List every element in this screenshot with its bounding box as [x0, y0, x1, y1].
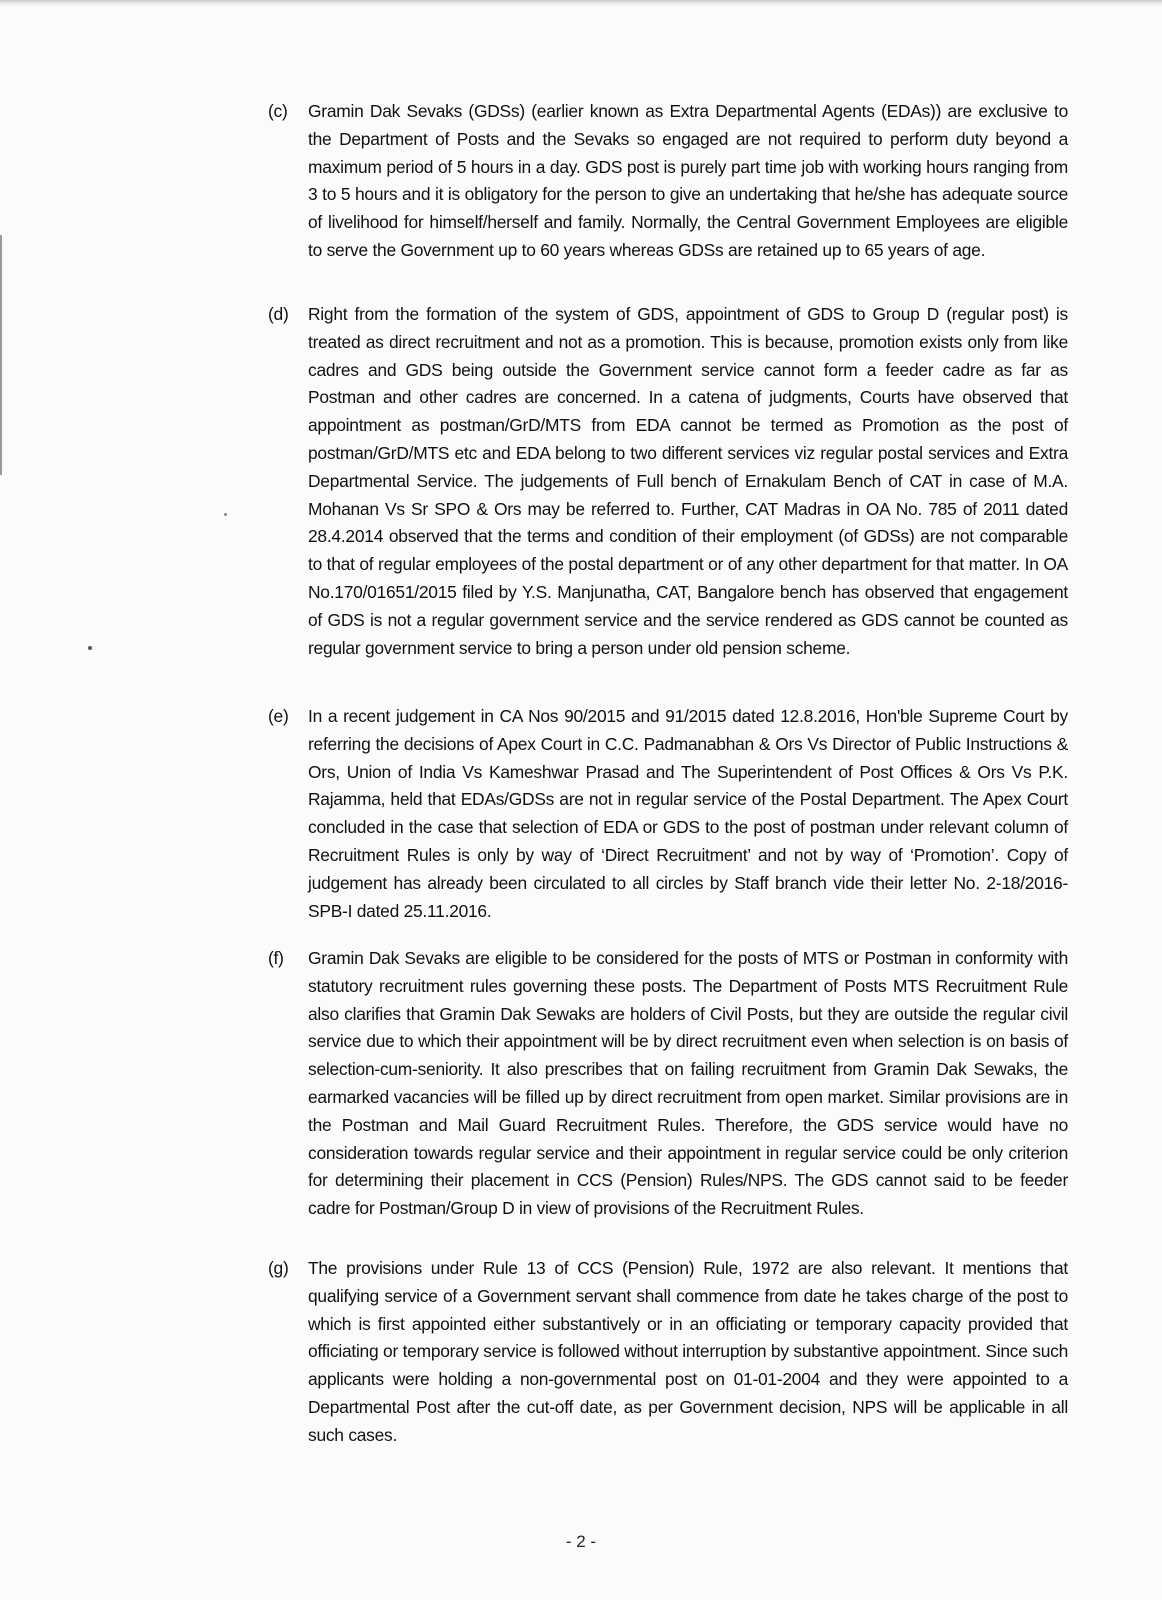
paragraph-label: (f)	[268, 948, 284, 968]
paragraph-c	[268, 98, 1068, 265]
page-number: - 2 -	[565, 1532, 597, 1551]
paragraph-d	[268, 301, 1068, 662]
paragraph-label: (e)	[268, 706, 289, 726]
paragraph-text: Gramin Dak Sevaks (GDSs) (earlier known as Extra Departmental Agents (EDAs)) are exclusive to the Department of Posts and the Sevaks so engaged are not required to perform duty beyond a maximum period of 5 hours in a day. GDS post is purely part time job with working hours ranging from 3 to 5 hours and it is obligatory for the person to give an undertaking that he/she has adequate source of livelihood for himself/herself and family. Normally, the Central Government Employees are eligible to serve the Government up to 60 years whereas GDSs are retained up to 65 years of age.	[308, 101, 1068, 260]
paragraph-text: In a recent judgement in CA Nos 90/2015 and 91/2015 dated 12.8.2016, Hon'ble Supreme Court by referring the decisions of Apex Court in C.C. Padmanabhan & Ors Vs Director of Public Instructions & Ors, Union of India Vs Kameshwar Prasad and The Superintendent of Post Offices & Ors Vs P.K. Rajamma, held that EDAs/GDSs are not in regular service of the Postal Department. The Apex Court concluded in the case that selection of EDA or GDS to the post of postman under relevant column of Recruitment Rules is only by way of ‘Direct Recruitment’ and not by way of ‘Promotion’. Copy of judgement has already been circulated to all circles by Staff branch vide their letter No. 2-18/2016-SPB-I dated 25.11.2016.	[308, 706, 1068, 921]
paragraph-text: Gramin Dak Sevaks are eligible to be considered for the posts of MTS or Postman in conformity with statutory recruitment rules governing these posts. The Department of Posts MTS Recruitment Rule also clarifies that Gramin Dak Sewaks are holders of Civil Posts, but they are outside the regular civil service due to which their appointment will be by direct recruitment even when selection is on basis of selection-cum-seniority. It also prescribes that on failing recruitment from Gramin Dak Sewaks, the earmarked vacancies will be filled up by direct recruitment from open market. Similar provisions are in the Postman and Mail Guard Recruitment Rules. Therefore, the GDS service would have no consideration towards regular service and their appointment in regular service could be only criterion for determining their placement in CCS (Pension) Rules/NPS. The GDS cannot said to be feeder cadre for Postman/Group D in view of provisions of the Recruitment Rules.	[308, 948, 1068, 1219]
paragraph-g	[268, 1255, 1068, 1450]
paragraph-label: (c)	[268, 101, 288, 121]
scan-speck	[224, 513, 227, 516]
paragraph-text: Right from the formation of the system of GDS, appointment of GDS to Group D (regular post) is treated as direct recruitment and not as a promotion. This is because, promotion exists only from like cadres and GDS being outside the Government service cannot form a feeder cadre as far as Postman and other cadres are concerned. In a catena of judgments, Courts have observed that appointment as postman/GrD/MTS from EDA cannot be termed as Promotion as the post of postman/GrD/MTS etc and EDA belong to two different services viz regular postal services and Extra Departmental Service. The judgements of Full bench of Ernakulam Bench of CAT in case of M.A. Mohanan Vs Sr SPO & Ors may be referred to. Further, CAT Madras in OA No. 785 of 2011 dated 28.4.2014 observed that the terms and condition of their employment (of GDSs) are not comparable to that of regular employees of the postal department or of any other department for that matter. In OA No.170/01651/2015 filed by Y.S. Manjunatha, CAT, Bangalore bench has observed that engagement of GDS is not a regular government service and the service rendered as GDS cannot be counted as regular government service to bring a person under old pension scheme.	[308, 304, 1068, 658]
paragraph-label: (d)	[268, 304, 289, 324]
paragraph-text: The provisions under Rule 13 of CCS (Pension) Rule, 1972 are also relevant. It mentions that qualifying service of a Government servant shall commence from date he takes charge of the post to which is first appointed either substantively or in an officiating or temporary capacity provided that officiating or temporary service is followed without interruption by substantive appointment. Since such applicants were holding a non-governmental post on 01-01-2004 and they were appointed to a Departmental Post after the cut-off date, as per Government decision, NPS will be applicable in all such cases.	[308, 1258, 1068, 1445]
scan-speck	[88, 646, 92, 650]
paragraph-e	[268, 703, 1068, 925]
scan-left-edge	[0, 235, 2, 475]
paragraph-label: (g)	[268, 1258, 289, 1278]
scan-top-edge	[0, 0, 1162, 7]
paragraph-f	[268, 945, 1068, 1223]
